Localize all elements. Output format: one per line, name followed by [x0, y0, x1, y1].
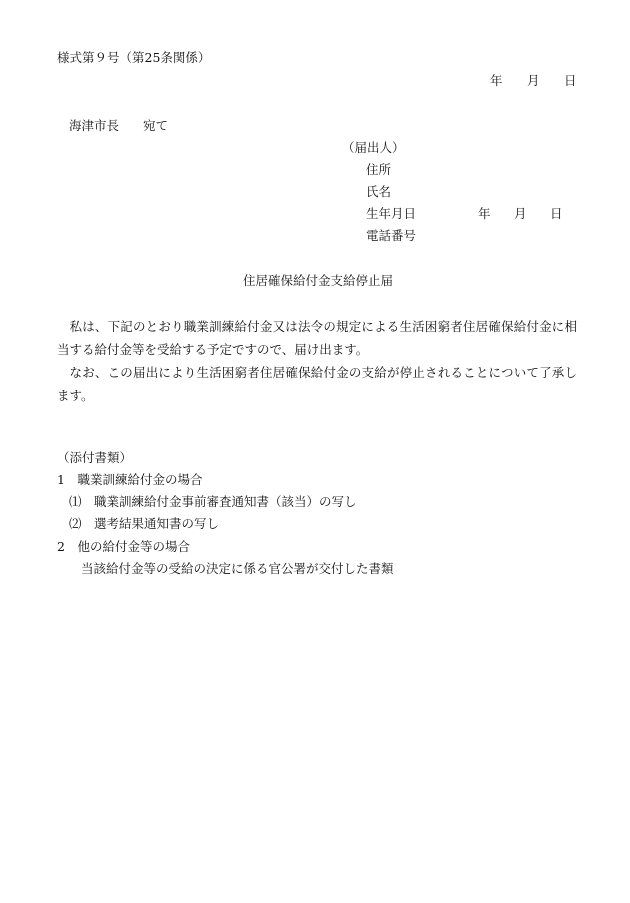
addressee-name: 海津市長 — [69, 118, 120, 133]
name-label: 氏名 — [366, 184, 392, 199]
birth-day-label: 日 — [550, 206, 563, 221]
birth-year-label: 年 — [478, 206, 491, 221]
attachment-item-2-desc: 当該給付金等の受給の決定に係る官公署が交付した書類 — [81, 561, 394, 576]
date-day-label: 日 — [564, 73, 577, 88]
attachment-item-2: 2 他の給付金等の場合 — [57, 539, 190, 554]
date-year-label: 年 — [490, 73, 503, 88]
body-paragraph-1: 私は、下記のとおり職業訓練給付金又は法令の規定による生活困窮者住居確保給付金に相当する給付金等を受給する予定ですので、届け出ます。 — [57, 319, 577, 357]
addressee-suffix: 宛て — [143, 118, 169, 133]
attachment-item-1-2: ⑵ 選考結果通知書の写し — [69, 516, 220, 531]
body-paragraph-2: なお、この届出により生活困窮者住居確保給付金の支給が停止されることについて了承します。 — [57, 365, 577, 403]
phone-label: 電話番号 — [366, 228, 417, 243]
address-label: 住所 — [366, 162, 392, 177]
attachment-item-1-1: ⑴ 職業訓練給付金事前審査通知書（該当）の写し — [69, 494, 357, 509]
applicant-heading: （届出人） — [342, 140, 405, 155]
birth-month-label: 月 — [514, 206, 527, 221]
form-number: 様式第９号（第25条関係） — [57, 50, 211, 65]
birthdate-label: 生年月日 — [366, 206, 417, 221]
date-month-label: 月 — [527, 73, 540, 88]
document-title: 住居確保給付金支給停止届 — [243, 273, 394, 288]
attachments-heading: （添付書類） — [57, 450, 133, 465]
attachment-item-1: 1 職業訓練給付金の場合 — [57, 472, 203, 487]
